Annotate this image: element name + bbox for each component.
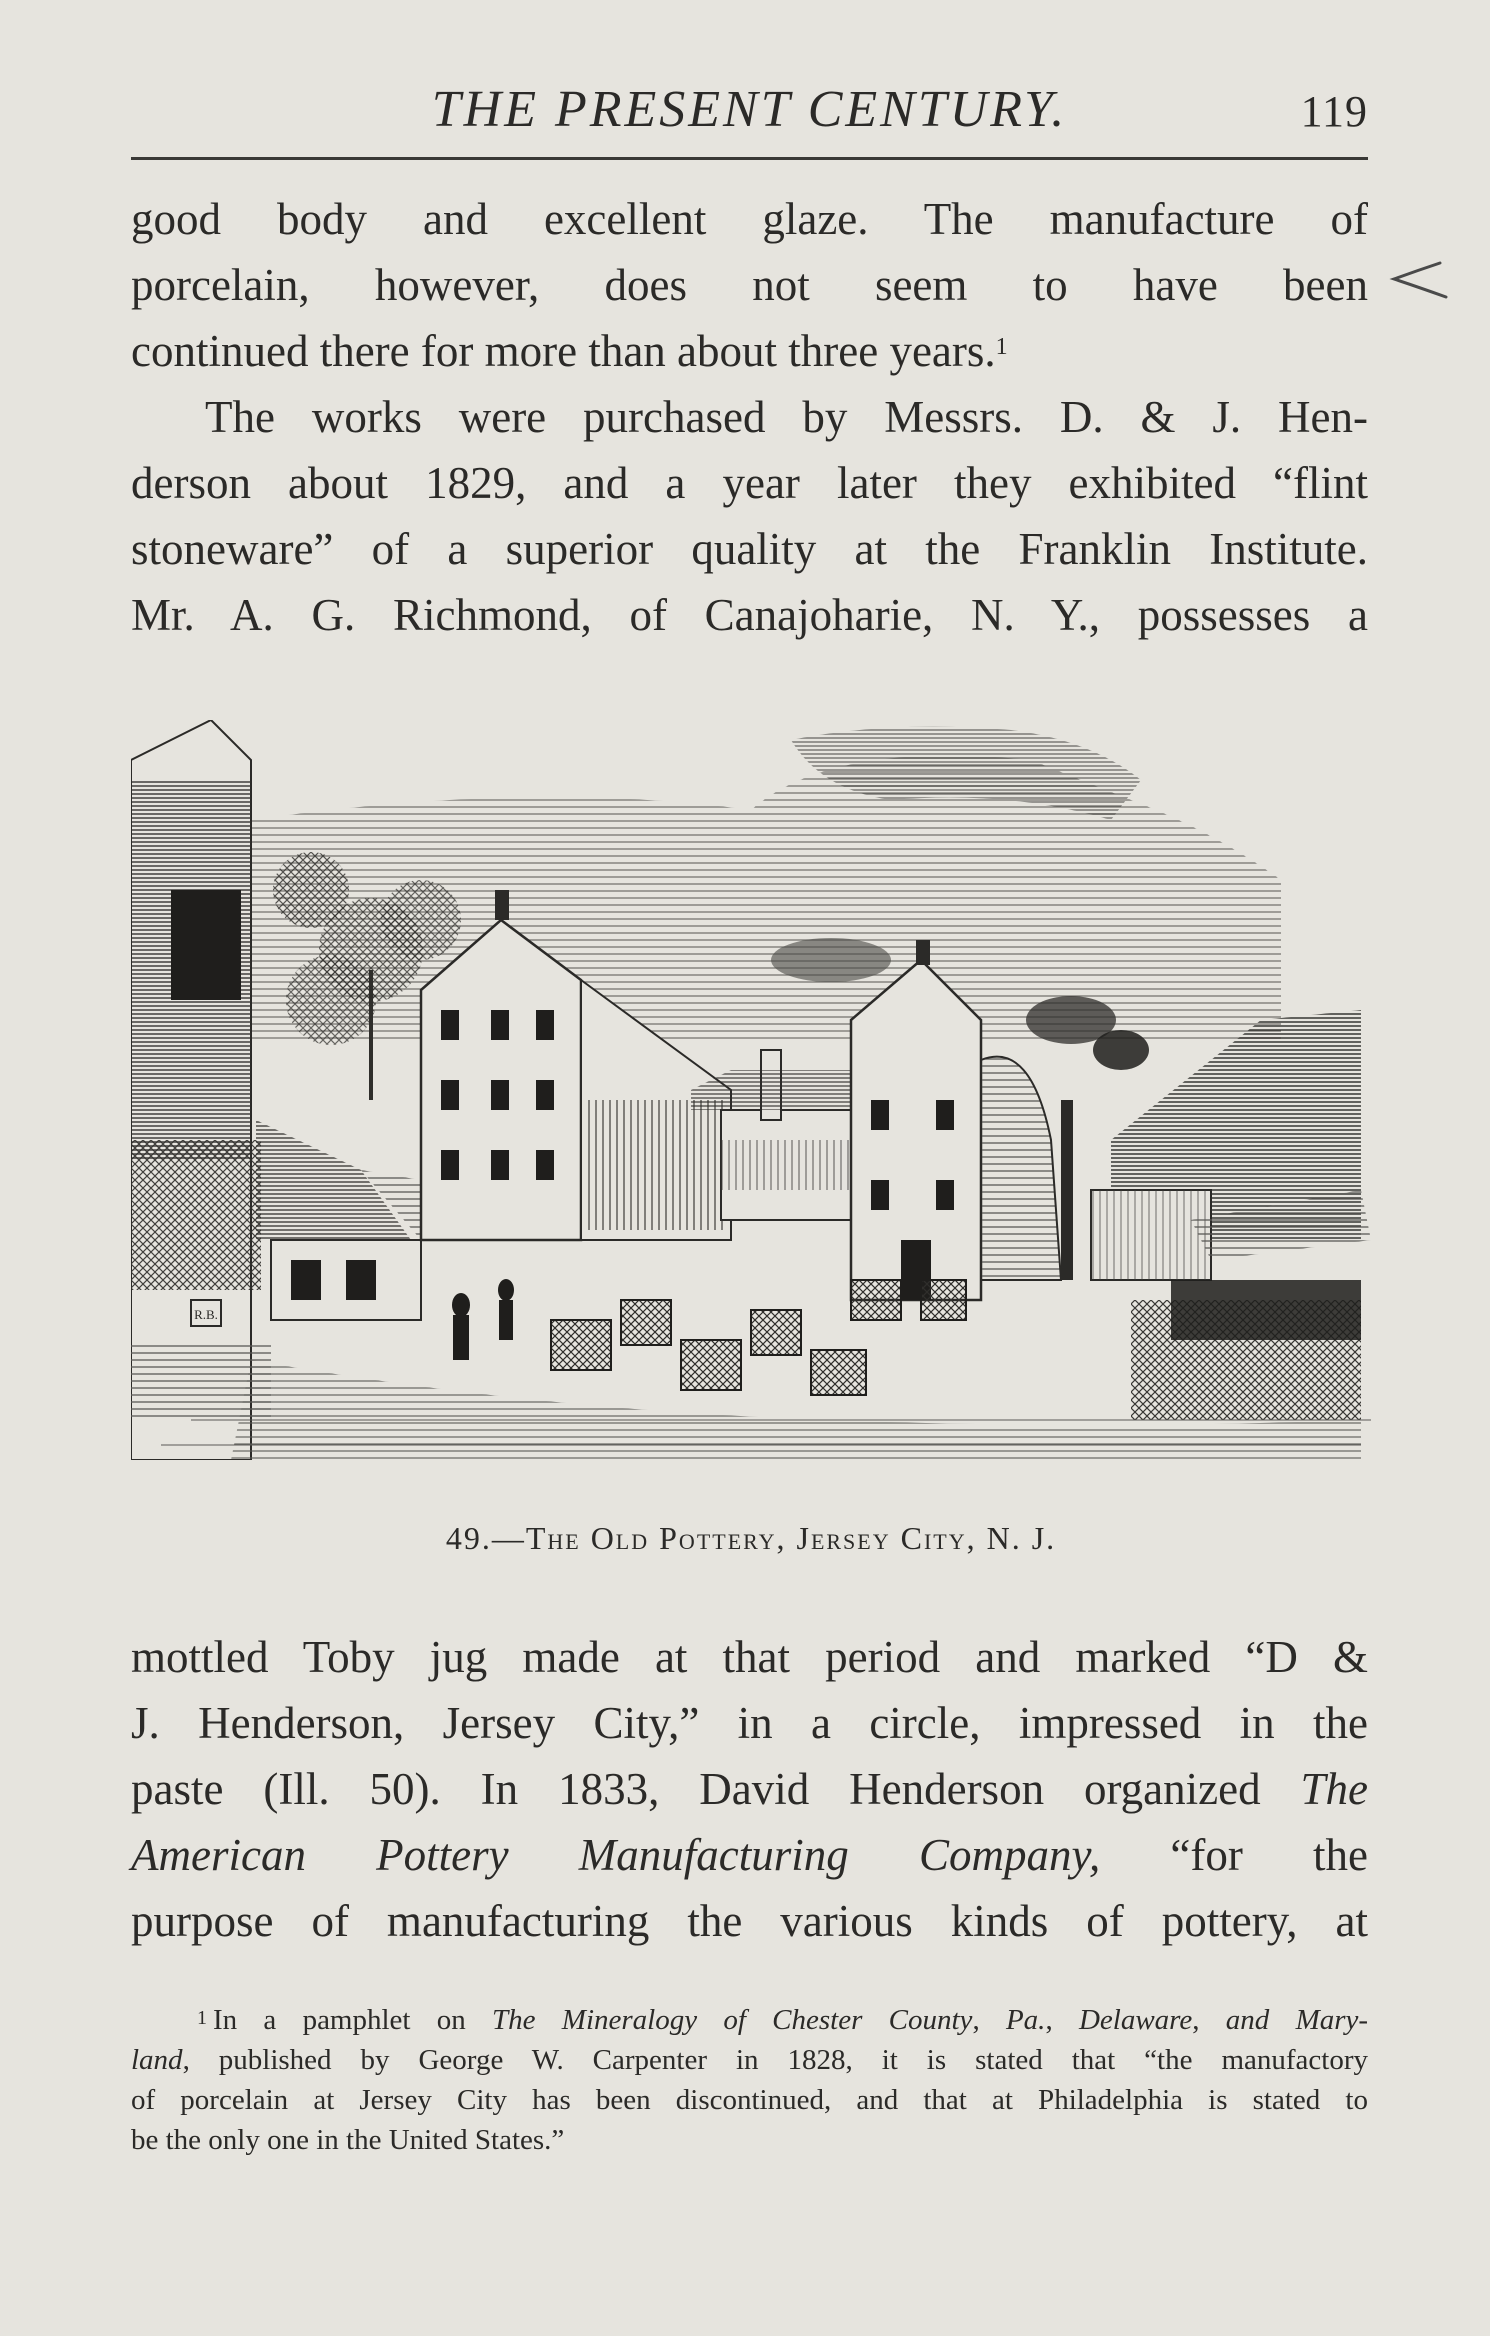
left-wooden-building	[131, 720, 271, 1460]
paragraph-3	[131, 1624, 1368, 1954]
text-line	[131, 1822, 1368, 1888]
running-title: THE PRESENT CENTURY.	[431, 81, 1068, 138]
header-rule	[131, 157, 1368, 160]
text-span: ,	[972, 2004, 1006, 2036]
italic-span: The	[1300, 1764, 1368, 1814]
figure-caption: 49.—The Old Pottery, Jersey City, N. J.	[445, 1520, 1057, 1556]
text-line: mottled Toby jug made at that period and marked “D &	[131, 1632, 1368, 1682]
text-line: stoneware” of a superior quality at the Franklin Institute.	[131, 524, 1368, 574]
engraving-old-pottery	[131, 720, 1371, 1460]
italic-span: Pa.	[1005, 2004, 1046, 2036]
footnote-mark: 1	[197, 2007, 207, 2029]
text-line	[131, 1756, 1368, 1822]
crate-mark: R.B.	[194, 1307, 218, 1322]
footnote-line	[131, 2000, 1368, 2040]
footnote-line: of porcelain at Jersey City has been discontinued, and that at Philadelphia is stated to	[131, 2084, 1368, 2116]
italic-span: American Pottery Manufacturing Company,	[131, 1830, 1101, 1880]
text-span: continued there for more than about three years.	[131, 326, 996, 376]
italic-span: land	[131, 2044, 183, 2076]
text-span: , published by George W. Carpenter in 1828, it is stated that “the manufactory	[182, 2044, 1368, 2076]
text-line: purpose of manufacturing the various kinds of pottery, at	[131, 1896, 1368, 1946]
text-span: “for the	[1100, 1830, 1368, 1880]
text-line: The works were purchased by Messrs. D. & J. Hen-	[205, 392, 1368, 442]
text-line	[131, 318, 1368, 384]
page-number: 119	[1300, 87, 1368, 136]
text-span: paste (Ill. 50). In 1833, David Henderson organized	[131, 1764, 1301, 1814]
paragraph-2	[131, 384, 1368, 648]
italic-span: and Mary-	[1225, 2004, 1369, 2036]
text-line: good body and excellent glaze. The manufacture of	[131, 194, 1368, 244]
italic-span: Delaware	[1078, 2004, 1193, 2036]
footnote-ref: 1	[995, 334, 1008, 360]
paragraph-1	[131, 186, 1368, 384]
footnote-line	[131, 2040, 1368, 2080]
text-line: J. Henderson, Jersey City,” in a circle, impressed in the	[131, 1698, 1368, 1748]
pencil-mark-icon	[1388, 255, 1458, 305]
text-span: In a pamphlet on	[213, 2004, 493, 2036]
figures	[452, 1279, 514, 1360]
footnote-line: be the only one in the United States.”	[131, 2124, 565, 2156]
text-line: porcelain, however, does not seem to have been	[131, 260, 1368, 310]
text-line: Mr. A. G. Richmond, of Canajoharie, N. Y., possesses a	[131, 590, 1368, 640]
text-span: ,	[1192, 2004, 1226, 2036]
italic-span: The Mineralogy of Chester County	[492, 2004, 973, 2036]
text-span: ,	[1045, 2004, 1079, 2036]
running-head	[131, 80, 1368, 140]
crates-and-barrels	[551, 1280, 1361, 1420]
text-line: derson about 1829, and a year later they exhibited “flint	[131, 458, 1368, 508]
footnote	[131, 2000, 1368, 2160]
